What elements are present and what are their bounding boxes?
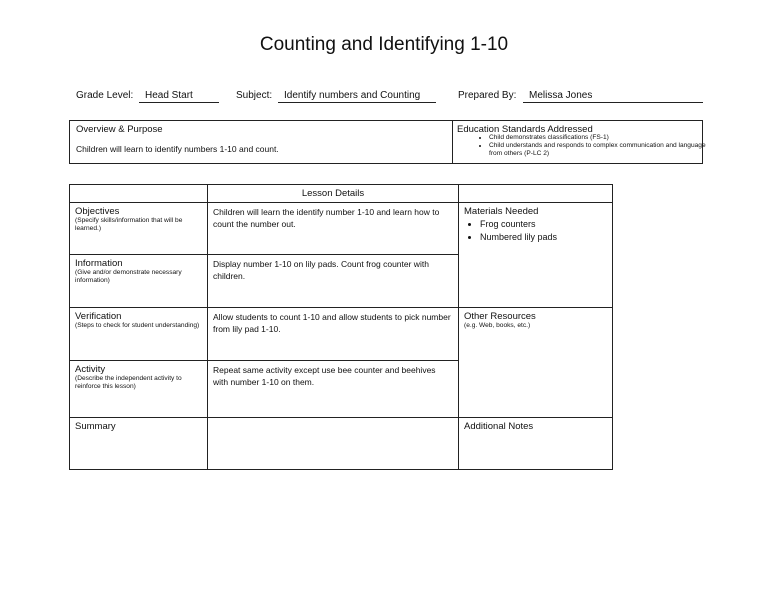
row-title: Activity <box>75 364 106 375</box>
materials-cell <box>459 203 613 308</box>
row-content-cell <box>208 418 459 470</box>
prepared-by-underline <box>523 102 703 103</box>
overview-text: Children will learn to identify numbers 1-10 and count. <box>76 144 279 154</box>
subject-label: Subject: <box>236 90 273 101</box>
row-label-cell <box>70 203 208 255</box>
overview-heading: Overview & Purpose <box>76 124 163 135</box>
resources-heading: Other Resources <box>464 311 536 322</box>
row-text: Repeat same activity except use bee counter and beehives with number 1-10 on them. <box>213 365 436 387</box>
education-standards <box>453 121 704 163</box>
table-row <box>70 203 613 255</box>
row-label-cell <box>70 255 208 308</box>
resources-cell <box>459 308 613 418</box>
grade-level-value: Head Start <box>145 90 193 101</box>
row-label-cell <box>70 308 208 361</box>
prepared-by-label: Prepared By: <box>458 90 517 101</box>
notes-cell <box>459 418 613 470</box>
row-content-cell <box>208 361 459 418</box>
header-cell-empty <box>459 185 613 203</box>
resources-subtitle: (e.g. Web, books, etc.) <box>464 322 531 329</box>
row-title: Information <box>75 258 123 269</box>
row-subtitle: (Describe the independent activity to reinforce this lesson) <box>75 375 182 390</box>
standards-heading: Education Standards Addressed <box>457 124 593 135</box>
overview-purpose <box>70 121 453 163</box>
row-title: Summary <box>75 421 116 432</box>
notes-heading: Additional Notes <box>464 421 534 432</box>
row-subtitle: (Give and/or demonstrate necessary information) <box>75 269 182 284</box>
row-title: Objectives <box>75 206 120 217</box>
grade-level-underline <box>139 102 219 103</box>
lesson-details-header: Lesson Details <box>208 185 459 203</box>
row-content-cell <box>208 255 459 308</box>
row-text: Display number 1-10 on lily pads. Count frog counter with children. <box>213 259 429 281</box>
row-subtitle: (Steps to check for student understanding) <box>75 322 200 329</box>
standard-item: • Child demonstrates classifications (FS-1) <box>489 134 717 142</box>
list-item: • Numbered lily pads <box>480 231 607 244</box>
standards-list <box>471 134 717 159</box>
row-content-cell <box>208 308 459 361</box>
row-label-cell <box>70 361 208 418</box>
row-text: Children will learn the identify number 1-10 and learn how to count the number out. <box>213 207 440 229</box>
materials-list <box>464 218 607 244</box>
table-row <box>70 308 613 361</box>
row-text: Allow students to count 1-10 and allow students to pick number from lily pad 1-10. <box>213 312 451 334</box>
prepared-by-value: Melissa Jones <box>529 90 593 101</box>
row-subtitle: (Specify skills/information that will be learned.) <box>75 217 183 232</box>
page-title: Counting and Identifying 1-10 <box>259 34 509 55</box>
subject-underline <box>278 102 436 103</box>
header-cell-empty <box>70 185 208 203</box>
subject-value: Identify numbers and Counting <box>284 90 421 101</box>
standard-item: • Child understands and responds to complex communication and language from others (P-LC 2) <box>489 142 717 158</box>
grade-level-label: Grade Level: <box>76 90 134 101</box>
row-title: Verification <box>75 311 122 322</box>
list-item: • Frog counters <box>480 218 607 231</box>
lesson-details-table <box>69 184 613 470</box>
table-row <box>70 418 613 470</box>
overview-box <box>69 120 706 164</box>
table-header-row <box>70 185 613 203</box>
row-content-cell <box>208 203 459 255</box>
row-label-cell <box>70 418 208 470</box>
materials-heading: Materials Needed <box>464 206 539 217</box>
